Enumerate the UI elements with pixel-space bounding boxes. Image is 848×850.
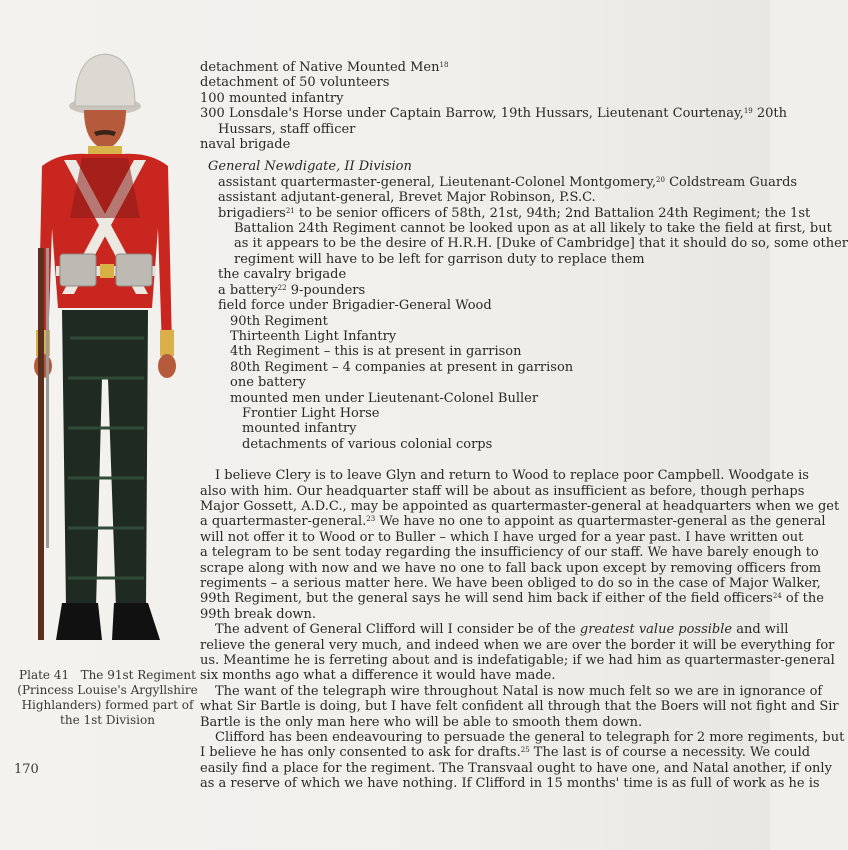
paragraph-3: The want of the telegraph wire throughout Natal is now much felt so we are in ignorance of what Sir Bartle is doing, but I have felt confident all through that the Boers will not fight and Sir Bartle is the only man here who will be able to smooth them down.: [200, 683, 839, 730]
tartan-trousers: [62, 310, 148, 608]
division-line: brigadiers$^{21}$ to be senior officers of 58th, 21st, 94th; 2nd Battalion 24th Regiment; the 1st: [218, 205, 811, 221]
division-line: assistant quartermaster-general, Lieutenant-Colonel Montgomery,$^{20}$ Coldstream Guards: [218, 174, 798, 190]
right-pouch: [116, 254, 152, 286]
helmet-dome: [75, 54, 135, 106]
list-line: naval brigade: [200, 137, 291, 153]
division-line: regiment will have to be left for garrison duty to replace them: [234, 251, 645, 267]
plate-caption: [10, 668, 205, 728]
division-line: a battery$^{22}$ 9-pounders: [218, 282, 366, 298]
paragraph-2: The advent of General Clifford will I consider be of the greatest value possible and will relieve the general very much, and indeed when we are over the border it will be everything for us. Meantime he is ferreting about and is indefatigable; if we had him as quartermaster-general six months ago what a difference it would have made.: [200, 622, 835, 684]
division-line: mounted infantry: [242, 421, 357, 437]
sash: [70, 158, 140, 218]
division-line: 80th Regiment – 4 companies at present in garrison: [230, 359, 574, 375]
division-line: 90th Regiment: [230, 313, 328, 329]
list-line: detachment of 50 volunteers: [200, 75, 390, 91]
paragraph-4: Clifford has been endeavouring to persuade the general to telegraph for 2 more regiments, but I believe he has only consented to ask for drafts.$^{25}$ The last is of course a necessity. We could easily find a place for the regiment. The Transvaal ought to have one, and Natal another, if only as a reserve of which we have nothing. If Clifford in 15 months' time is as full of work as he is: [200, 730, 845, 792]
page-number: 170: [14, 762, 39, 777]
division-line: the cavalry brigade: [218, 267, 347, 283]
left-boot: [56, 603, 102, 640]
plate-caption-text: The 91st Regiment (Princess Louise's Argyllshire Highlanders) formed part of the 1st Division: [17, 668, 198, 727]
rifle-barrel: [46, 248, 49, 548]
division-line: detachments of various colonial corps: [242, 436, 493, 452]
right-boot: [112, 603, 160, 640]
division-line: 4th Regiment – this is at present in garrison: [230, 344, 522, 360]
division-heading: General Newdigate, II Division: [208, 159, 412, 175]
division-line: assistant adjutant-general, Brevet Major Robinson, P.S.C.: [218, 190, 596, 206]
list-line: Hussars, staff officer: [218, 121, 356, 137]
paragraph-1: I believe Clery is to leave Glyn and return to Wood to replace poor Campbell. Woodgate is also with him. Our headquarter staff will be about as insufficient as before, though perhaps Major Gossett, A.D.C., may be appointed as quartermaster-general at headquarters when we get a quartermaster-general.$^{23}$ We have no one to appoint as quartermaster-general as the general will not offer it to Wood or to Buller – which I have urged for a year past. I have written out a telegram to be sent today regarding the insufficiency of our staff. We have barely enough to scrape along with now and we have no one to fall back upon except by removing officers from regiments – a serious matter here. We have been obliged to do so in the case of Major Walker, 99th Regiment, but the general says he will send him back if either of the field officers$^{24}$ of the 99th break down.: [200, 468, 840, 622]
left-pouch: [60, 254, 96, 286]
belt-buckle: [100, 264, 114, 278]
division-line: as it appears to be the desire of H.R.H. [Duke of Cambridge] that it should do so, some other: [234, 236, 848, 252]
soldier-illustration: [20, 48, 190, 648]
right-hand: [158, 354, 176, 378]
list-line: 100 mounted infantry: [200, 90, 344, 106]
division-line: Thirteenth Light Infantry: [230, 328, 397, 344]
rifle-stock: [38, 248, 44, 640]
division-line: mounted men under Lieutenant-Colonel Buller: [230, 390, 539, 406]
plate-number: Plate 41: [19, 668, 70, 682]
division-line: Frontier Light Horse: [242, 405, 380, 421]
division-line: Battalion 24th Regiment cannot be looked upon as at all likely to take the field at first, but: [234, 221, 832, 237]
division-line: field force under Brigadier-General Wood: [218, 298, 492, 314]
main-text: [200, 60, 848, 792]
list-line: detachment of Native Mounted Men$^{18}$: [200, 60, 449, 75]
division-line: one battery: [230, 375, 306, 391]
right-cuff: [160, 330, 174, 356]
list-line: 300 Lonsdale's Horse under Captain Barrow, 19th Hussars, Lieutenant Courtenay,$^{19}$ 20th: [200, 106, 788, 122]
